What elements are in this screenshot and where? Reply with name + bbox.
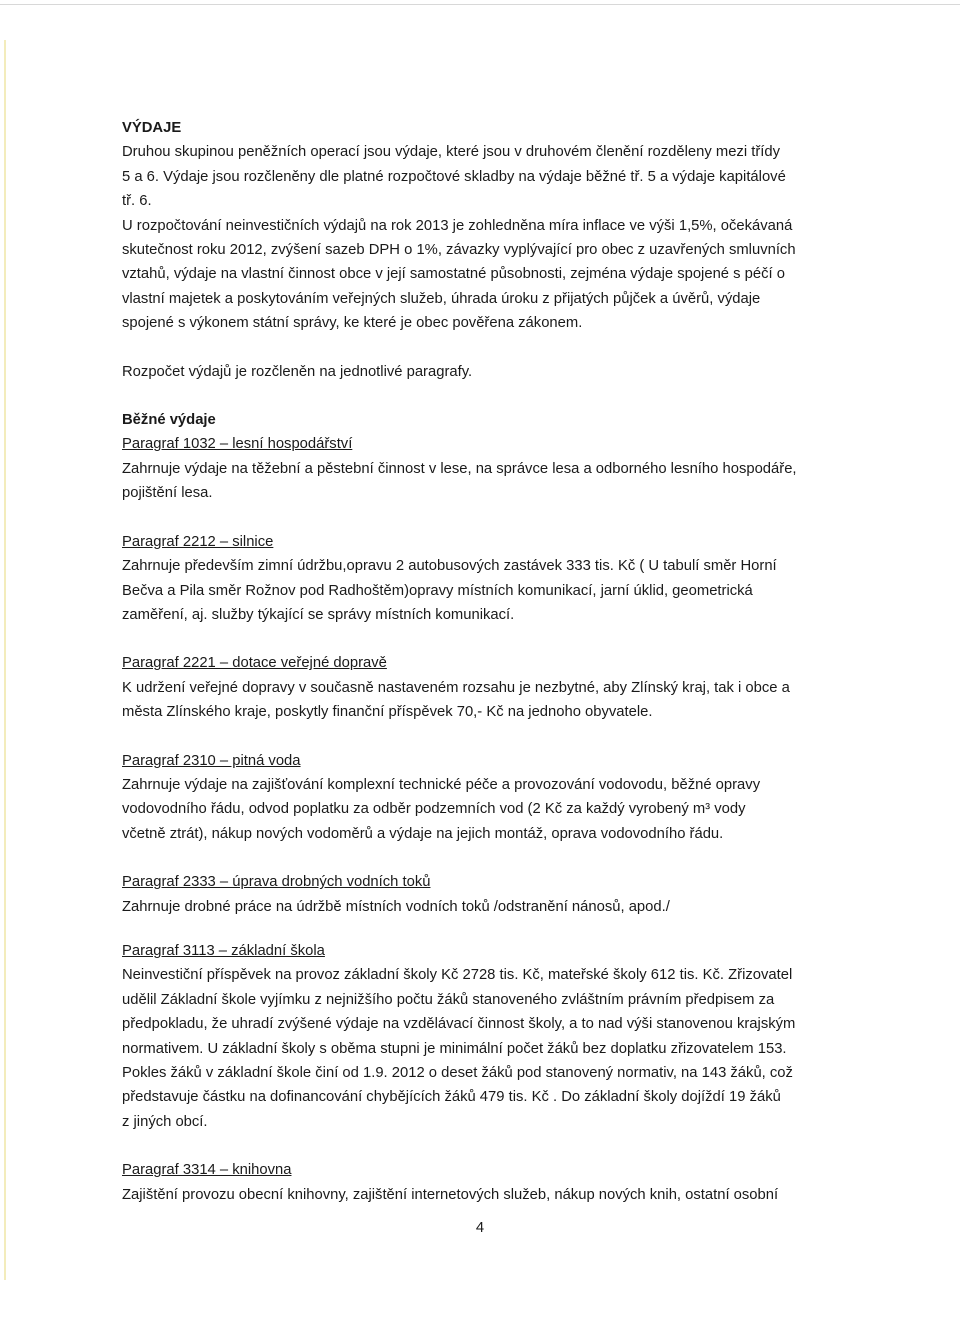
section-line: města Zlínského kraje, poskytly finanční příspěvek 70,- Kč na jednoho obyvatele. [122,704,653,721]
section-title: Paragraf 2333 – úprava drobných vodních toků [122,874,431,891]
section-line: předpokladu, že uhradí zvýšené výdaje na vzdělávací činnost školy, a to nad výši stanovenou krajským [122,1016,796,1033]
inflation-paragraph [122,214,842,336]
section-2310 [122,749,842,847]
scan-edge [4,40,6,1280]
paragraph-line: U rozpočtování neinvestičních výdajů na rok 2013 je zohledněna míra inflace ve výši 1,5%, očekávaná [122,217,793,234]
section-line: Zajištění provozu obecní knihovny, zajištění internetových služeb, nákup nových knih, ostatní osobní [122,1186,779,1203]
section-title: Paragraf 2310 – pitná voda [122,752,301,769]
paragraph-line: vlastní majetek a poskytováním veřejných služeb, úhrada úroku z přijatých půjček a úvěrů, výdaje [122,290,761,307]
section-line: Zahrnuje především zimní údržbu,opravu 2 autobusových zastávek 333 tis. Kč ( U tabulí směr Horní [122,558,777,575]
section-title: Paragraf 2212 – silnice [122,533,274,550]
paragraph-line: vztahů, výdaje na vlastní činnost obce v její samostatné působnosti, zejména výdaje spojené s péčí o [122,266,785,283]
page-number: 4 [475,1220,485,1236]
section-line: K udržení veřejné dopravy v současně nastaveném rozsahu je nezbytné, aby Zlínský kraj, tak i obce a [122,679,790,696]
current-expenses-heading: Běžné výdaje [122,412,216,429]
section-2221 [122,651,842,724]
section-1032 [122,432,842,505]
section-title: Paragraf 2221 – dotace veřejné dopravě [122,655,387,672]
page-heading: VÝDAJE [122,120,182,136]
section-2212 [122,530,842,628]
intro-line: 5 a 6. Výdaje jsou rozčleněny dle platné rozpočtové skladby na výdaje běžné tř. 5 a výdaje kapitálové [122,168,786,185]
paragraph-line: skutečnost roku 2012, zvýšení sazeb DPH o 1%, závazky vyplývající pro obec z uzavřených smluvních [122,242,796,259]
section-3314 [122,1158,842,1207]
section-line: Neinvestiční příspěvek na provoz základní školy Kč 2728 tis. Kč, mateřské školy 612 tis. Kč. Zřizovatel [122,967,793,984]
intro-paragraph [122,140,842,213]
top-rule [0,4,960,5]
budget-note: Rozpočet výdajů je rozčleněn na jednotlivé paragrafy. [122,363,473,380]
section-2333 [122,870,842,919]
section-line: vodovodního řádu, odvod poplatku za odběr podzemních vod (2 Kč za každý vyrobený m³ vody [122,801,746,818]
section-line: Zahrnuje drobné práce na údržbě místních vodních toků /odstranění nánosů, apod./ [122,898,670,915]
intro-line: Druhou skupinou peněžních operací jsou výdaje, které jsou v druhovém členění rozděleny mezi třídy [122,144,780,161]
section-3113 [122,939,842,1134]
section-line: včetně ztrát), nákup nových vodoměrů a výdaje na jejich montáž, oprava vodovodního řádu. [122,825,724,842]
section-line: zaměření, aj. služby týkající se správy místních komunikací. [122,606,515,623]
section-line: normativem. U základní školy s oběma stupni je minimální počet žáků bez doplatku zřizovatelem 153. [122,1040,787,1057]
intro-line: tř. 6. [122,193,152,210]
section-line: udělil Základní škole vyjímku z nejnižšího počtu žáků stanoveného zvláštním právním předpisem za [122,991,775,1008]
section-line: z jiných obcí. [122,1113,208,1130]
section-line: Bečva a Pila směr Rožnov pod Radhoštěm)opravy místních komunikací, jarní úklid, geometrická [122,582,753,599]
section-line: Pokles žáků v základní škole činí od 1.9. 2012 o deset žáků pod stanovený normativ, na 143 žáků, což [122,1065,793,1081]
section-line: pojištění lesa. [122,485,213,502]
section-line: představuje částku na dofinancování chybějících žáků 479 tis. Kč . Do základní školy dojíždí 19 žáků [122,1089,781,1106]
section-title: Paragraf 3314 – knihovna [122,1162,292,1179]
section-line: Zahrnuje výdaje na těžební a pěstební činnost v lese, na správce lesa a odborného lesního hospodáře, [122,460,797,477]
section-title: Paragraf 3113 – základní škola [122,942,325,959]
section-title: Paragraf 1032 – lesní hospodářství [122,436,353,453]
document-body [122,116,842,1207]
section-line: Zahrnuje výdaje na zajišťování komplexní technické péče a provozování vodovodu, běžné opravy [122,776,761,793]
paragraph-line: spojené s výkonem státní správy, ke které je obec pověřena zákonem. [122,315,583,332]
